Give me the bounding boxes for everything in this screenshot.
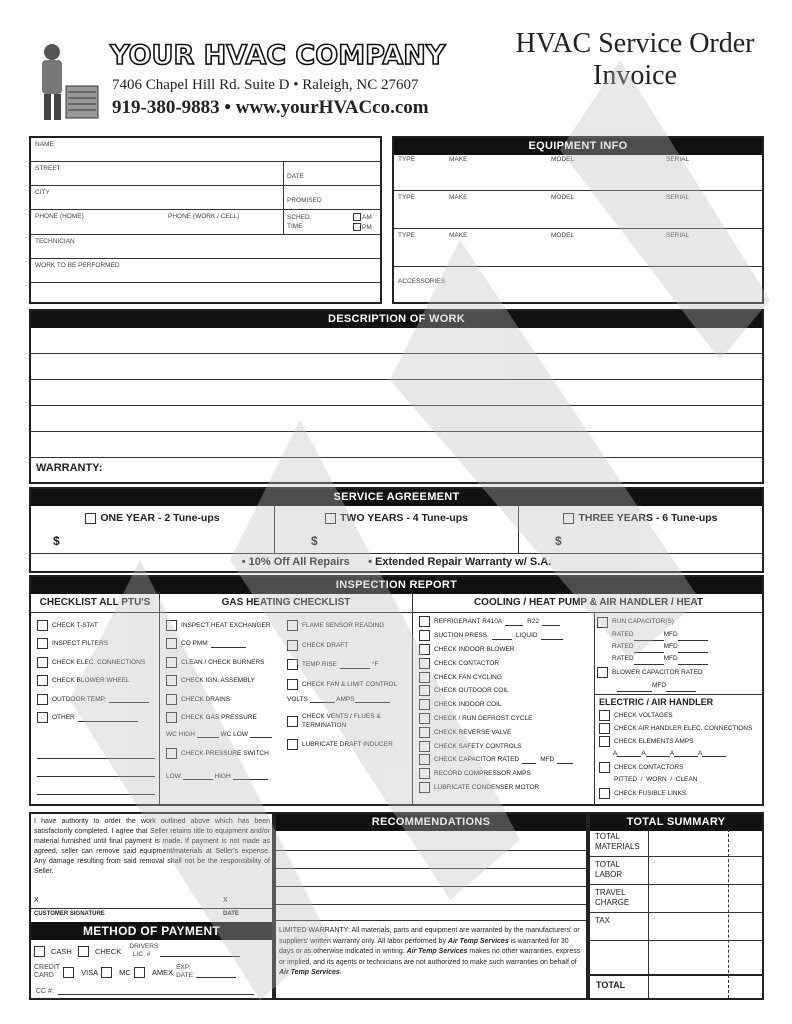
name-label: NAME — [35, 141, 54, 148]
model-label: MODEL — [551, 156, 575, 163]
checklist-item[interactable] — [419, 725, 593, 739]
sched-time-field — [287, 213, 312, 231]
cooling-title: COOLING / HEAT PUMP & AIR HANDLER / HEAT — [473, 597, 704, 608]
sched-label: SCHED. — [287, 214, 312, 221]
checklist-item[interactable] — [599, 735, 763, 748]
checkbox[interactable] — [419, 672, 430, 683]
cc-label: CC #: — [36, 988, 54, 995]
liquid-label: LIQUID — [515, 632, 538, 640]
authorization-box — [29, 812, 274, 1000]
total-row[interactable] — [590, 829, 762, 857]
city-label: CITY — [35, 189, 50, 196]
inspection-report-box — [29, 575, 764, 806]
company-ref: Air Temp Services — [279, 969, 340, 976]
accessories-label: ACCESSORIES — [398, 278, 445, 285]
drivers-license-field[interactable] — [160, 945, 240, 957]
item-label: TEMP RISE — [302, 661, 337, 669]
rated-label: RATED — [612, 655, 634, 662]
item-label: CHECK OUTDOOR COIL — [434, 687, 509, 695]
checklist-item[interactable] — [166, 709, 281, 728]
amps-label: AMPS — [336, 696, 355, 703]
item-label: CHECK ELEMENTS AMPS — [614, 738, 694, 745]
a-label: A — [613, 750, 618, 757]
item-label: CHECK PRESSURE SWITCH — [181, 749, 269, 757]
degree-label: °F — [371, 661, 379, 669]
r22-label: R22 — [527, 618, 540, 626]
checkbox[interactable] — [166, 712, 177, 723]
total-row-label: TOTAL LABOR — [595, 860, 623, 879]
electric-air-handler-title: ELECTRIC / AIR HANDLER — [599, 697, 714, 707]
checkbox[interactable] — [37, 638, 48, 649]
technician-label: TECHNICIAN — [35, 238, 75, 245]
high-label: HIGH — [214, 773, 231, 780]
item-label: CHECK INDOOR COIL — [434, 701, 502, 709]
cash-checkbox[interactable] — [34, 946, 45, 957]
item-label: CHECK REVERSE VALVE — [434, 728, 512, 736]
checkbox[interactable] — [287, 659, 298, 670]
checklist-item[interactable] — [419, 698, 593, 712]
warranty-text: is warranted for 30 days or as otherwise indicated in writing. — [279, 937, 569, 955]
item-label: CHECK BLOWER WHEEL — [52, 677, 130, 685]
description-box — [29, 309, 764, 484]
checklist-item[interactable] — [599, 709, 763, 722]
time-label: TIME — [287, 223, 303, 230]
checkbox[interactable] — [166, 620, 177, 631]
wc-high-label: WC HIGH — [166, 731, 195, 738]
rated-label: RATED — [612, 631, 634, 638]
warranty-label: WARRANTY: — [36, 462, 103, 474]
checkbox[interactable] — [419, 685, 430, 696]
price-symbol: $ — [311, 534, 318, 548]
date-x: X — [223, 897, 228, 904]
checklist-item[interactable] — [37, 616, 157, 635]
card-label: CARD — [34, 972, 54, 979]
promised-label: PROMISED — [287, 197, 322, 204]
mc-label: MC — [119, 967, 131, 977]
pm-checkbox[interactable] — [353, 223, 372, 233]
item-label: CHECK INDOOR BLOWER — [434, 645, 515, 653]
service-agreement-header: SERVICE AGREEMENT — [31, 489, 762, 506]
checklist-item[interactable] — [287, 616, 411, 636]
warranty-text: makes no other warranties, express or implied, and its agents or technicians are not authorized to make such warranties on behalf of — [279, 948, 581, 966]
checkbox[interactable] — [37, 657, 48, 668]
company-contact: 919-380-9883 • www.yourHVACco.com — [112, 97, 429, 118]
a-label: A — [669, 750, 675, 757]
make-label: MAKE — [449, 232, 468, 239]
signature-x: X — [34, 897, 39, 904]
mfd-label: MFD — [663, 643, 678, 650]
mfd-label: MFD — [663, 631, 678, 638]
blower-capacitor[interactable] — [597, 665, 763, 680]
item-label: CHECK CONTACTORS — [614, 763, 684, 771]
checkbox[interactable] — [599, 710, 610, 721]
gas-heating-title: GAS HEATING CHECKLIST — [221, 597, 351, 608]
pm-label: PM — [362, 224, 372, 231]
checkbox[interactable] — [287, 679, 298, 690]
serial-label: SERIAL — [666, 194, 690, 201]
description-header: DESCRIPTION OF WORK — [31, 311, 762, 328]
work-label: WORK TO BE PERFORMED — [35, 262, 120, 269]
exp-date-field[interactable] — [196, 966, 236, 978]
wc-readings[interactable] — [166, 730, 272, 738]
item-label: CHECK IGN. ASSEMBLY — [181, 677, 255, 685]
option-label: THREE YEARS - 6 Tune-ups — [578, 512, 718, 524]
checkbox[interactable] — [419, 741, 430, 752]
equipment-row[interactable] — [394, 153, 762, 191]
checklist-item[interactable] — [419, 767, 593, 781]
price-symbol: $ — [53, 534, 60, 548]
checklist-item[interactable] — [287, 636, 411, 656]
visa-checkbox[interactable] — [63, 967, 74, 978]
model-label: MODEL — [551, 232, 575, 239]
technician-field[interactable] — [31, 235, 380, 259]
type-label: TYPE — [398, 156, 415, 163]
checklist-item[interactable] — [419, 684, 593, 698]
item-label: CHECK ELEC. CONNECTIONS — [52, 658, 146, 666]
equipment-info-box — [392, 136, 764, 304]
checkbox[interactable] — [599, 736, 610, 747]
rated-label: RATED — [612, 643, 634, 650]
checklist-ptu-title: CHECKLIST ALL PTU'S — [39, 597, 151, 608]
total-label: TOTAL — [596, 980, 626, 990]
check-contactors[interactable] — [599, 760, 683, 774]
lubricate-draft-inducer[interactable] — [287, 735, 393, 754]
total-row-label: TAX — [595, 916, 610, 925]
total-row-label: TOTAL MATERIALS — [595, 832, 640, 851]
checkbox[interactable] — [419, 699, 430, 710]
check-vents-flues[interactable] — [287, 709, 381, 733]
make-label: MAKE — [449, 156, 468, 163]
check-fusible-links[interactable] — [599, 786, 686, 800]
item-label: CHECK FAN & LIMIT CONTROL — [302, 680, 398, 688]
payment-header: METHOD OF PAYMENT — [31, 922, 272, 940]
item-label: CHECK T-STAT — [52, 621, 98, 629]
company-ref: Air Temp Services — [447, 937, 509, 945]
checklist-item[interactable] — [287, 655, 411, 675]
inspection-header: INSPECTION REPORT — [31, 577, 762, 594]
contactor-condition: PITTED / WORN / CLEAN — [614, 776, 698, 783]
warranty-text: LIMITED WARRANTY: All materials, parts and equipment are warranted by the manufacturers' or suppliers' written warranty only. All labor performed by — [279, 927, 580, 945]
mfd-label: MFD — [540, 756, 555, 764]
promised-field[interactable] — [287, 189, 322, 207]
cc-number-field[interactable] — [58, 985, 254, 995]
checkbox[interactable] — [419, 658, 430, 669]
checklist-item[interactable] — [166, 672, 281, 691]
date-field[interactable] — [287, 165, 304, 183]
accessories-field[interactable] — [398, 270, 445, 288]
option-label: ONE YEAR - 2 Tune-ups — [100, 512, 220, 524]
agreement-option-2[interactable] — [275, 504, 519, 553]
limited-warranty-text — [279, 926, 583, 979]
lic-label: LIC. # — [133, 951, 151, 958]
total-summary-box — [588, 812, 764, 1000]
item-label: REFRIGERANT R410A — [434, 618, 503, 626]
item-label: FLAME SENSOR READING — [302, 622, 385, 630]
customer-info-box — [29, 136, 382, 304]
equipment-row[interactable] — [394, 229, 762, 267]
exp-date-label: DATE — [176, 972, 193, 979]
check-pressure-switch[interactable] — [166, 744, 269, 763]
checklist-item[interactable] — [419, 781, 593, 795]
serial-label: SERIAL — [666, 156, 690, 163]
checkbox[interactable] — [166, 657, 177, 668]
item-label: CLEAN / CHECK BURNERS — [181, 658, 265, 666]
type-label: TYPE — [398, 194, 415, 201]
item-label: INSPECT HEAT EXCHANGER — [181, 621, 271, 629]
checkbox[interactable] — [419, 713, 430, 724]
checklist-item[interactable] — [419, 656, 593, 670]
check-checkbox[interactable] — [78, 946, 89, 957]
checklist-item[interactable] — [166, 635, 281, 654]
mfd-label: MFD — [663, 655, 678, 662]
checklist-item[interactable] — [419, 753, 593, 767]
company-ref: Air Temp Services — [406, 948, 468, 955]
checklist-item[interactable] — [419, 739, 593, 753]
checklist-item[interactable] — [287, 675, 411, 695]
item-label: RUN CAPACITOR(S) — [612, 618, 674, 625]
checkbox[interactable] — [419, 727, 430, 738]
checkbox[interactable] — [419, 782, 430, 793]
item-label: LUBRICATE DRAFT INDUCER — [302, 740, 393, 748]
date-label: DATE — [287, 173, 304, 180]
item-label: INSPECT FILTERS — [52, 640, 109, 648]
amex-label: AMEX — [151, 967, 174, 977]
exp-label: EXP. — [176, 964, 191, 971]
item-label: CHECK SAFETY CONTROLS — [434, 742, 522, 750]
work-field[interactable] — [31, 259, 380, 283]
phone-row[interactable] — [31, 210, 380, 235]
recommendations-box — [274, 812, 588, 1000]
run-capacitor[interactable] — [597, 615, 763, 629]
wc-low-label: WC LOW — [220, 731, 248, 738]
checklist-item[interactable] — [419, 629, 593, 643]
company-address: 7406 Chapel Hill Rd. Suite D • Raleigh, NC 27607 — [112, 77, 419, 93]
checkbox[interactable] — [287, 640, 298, 651]
option-label: TWO YEARS - 4 Tune-ups — [340, 512, 468, 524]
item-label: CHECK VOLTAGES — [614, 712, 673, 719]
item-label: CHECK CONTACTOR — [434, 659, 500, 667]
item-label: LUBRICATE CONDENSER MOTOR — [434, 783, 540, 791]
mfd-label: MFD — [652, 682, 667, 689]
checklist-item[interactable] — [37, 635, 157, 654]
item-label: RECORD COMPRESSOR AMPS — [434, 770, 531, 778]
rated-row[interactable] — [597, 653, 763, 665]
check-label: CHECK — [94, 946, 122, 956]
elements-amps-readings[interactable] — [613, 749, 726, 757]
phone-home-label: PHONE (HOME) — [35, 213, 84, 220]
make-label: MAKE — [449, 194, 468, 201]
item-label: CHECK VENTS / FLUES & — [302, 713, 381, 720]
customer-signature-label[interactable]: CUSTOMER SIGNATURE — [34, 911, 105, 917]
checkbox[interactable] — [166, 694, 177, 705]
amex-checkbox[interactable] — [134, 967, 145, 978]
item-label: CHECK / RUN DEFROST CYCLE — [434, 714, 533, 722]
item-label: TERMINATION — [302, 722, 347, 729]
agreement-note-warranty: • Extended Repair Warranty w/ S.A. — [368, 556, 552, 568]
am-label: AM — [362, 214, 372, 221]
checklist-item[interactable] — [599, 722, 763, 735]
a-label: A — [698, 750, 703, 757]
item-label: SUCTION PRESS. — [434, 632, 489, 640]
type-label: TYPE — [398, 232, 415, 239]
checkbox[interactable] — [37, 712, 48, 723]
total-row[interactable] — [590, 885, 762, 913]
checklist-item[interactable] — [37, 653, 157, 672]
checklist-item[interactable] — [37, 690, 157, 709]
mc-checkbox[interactable] — [101, 967, 112, 978]
agreement-note-repairs: • 10% Off All Repairs — [241, 556, 350, 568]
checklist-item[interactable] — [419, 643, 593, 657]
model-label: MODEL — [551, 194, 575, 201]
equipment-header: EQUIPMENT INFO — [394, 138, 762, 155]
checkbox[interactable] — [419, 644, 430, 655]
item-label: CHECK AIR HANDLER ELEC. CONNECTIONS — [614, 725, 753, 732]
form-subtitle: Invoice — [593, 60, 677, 91]
checklist-item[interactable] — [166, 690, 281, 709]
cash-label: CASH — [51, 946, 72, 956]
item-label: BLOWER CAPACITOR RATED — [612, 668, 703, 676]
checkbox[interactable] — [419, 754, 430, 765]
volts-label: VOLTS — [287, 696, 308, 703]
service-agreement-box — [29, 487, 764, 573]
signature-date-label[interactable]: DATE — [223, 911, 239, 917]
checkbox[interactable] — [419, 768, 430, 779]
checklist-item[interactable] — [419, 712, 593, 726]
drivers-label: DRIVERS — [129, 943, 159, 950]
city-field[interactable] — [31, 186, 380, 210]
phone-work-label: PHONE (WORK / CELL) — [168, 213, 240, 220]
item-label: CO PMM — [181, 640, 208, 648]
technician-logo — [30, 40, 100, 122]
item-label: CHECK FUSIBLE LINKS — [614, 789, 687, 797]
checkbox[interactable] — [166, 638, 177, 649]
checklist-item[interactable] — [419, 670, 593, 684]
checklist-item[interactable] — [166, 616, 281, 635]
recommendations-header: RECOMMENDATIONS — [276, 814, 586, 831]
checkbox[interactable] — [419, 630, 430, 641]
checkbox[interactable] — [37, 694, 48, 705]
total-row-label: TRAVEL CHARGE — [595, 888, 630, 907]
item-label: CHECK CAPACITOR RATED — [434, 756, 520, 764]
item-label: OUTDOOR TEMP. — [52, 695, 106, 703]
item-label: CHECK FAN CYCLING — [434, 673, 502, 681]
street-field[interactable] — [31, 162, 380, 186]
item-label: OTHER — [52, 714, 75, 722]
a-label: A — [641, 750, 646, 757]
street-label: STREET — [35, 165, 61, 172]
checklist-item[interactable] — [37, 672, 157, 691]
visa-label: VISA — [81, 967, 99, 977]
credit-label: CREDIT — [34, 964, 61, 971]
checkbox[interactable] — [37, 675, 48, 686]
checklist-item[interactable] — [419, 615, 593, 629]
item-label: CHECK DRAFT — [302, 641, 349, 649]
total-summary-header: TOTAL SUMMARY — [590, 814, 762, 831]
authorization-text: I have authority to order the work outlined above which has been satisfactorily completed. I agree that Seller retains title to equipment and/or material furnished until final payment is made. If payment is not made as agreed, seller can remove said equipment/materials at Seller's expense. Any damage resulting from said removal shall not be the responsibility of Seller. — [34, 818, 270, 875]
form-title: HVAC Service Order — [515, 28, 755, 59]
rated-row[interactable] — [597, 641, 763, 653]
checkbox[interactable] — [166, 675, 177, 686]
equipment-row[interactable] — [394, 191, 762, 229]
warranty-text: . — [339, 969, 342, 976]
item-label: CHECK DRAINS — [181, 695, 231, 703]
checkbox[interactable] — [419, 616, 430, 627]
low-high-readings[interactable] — [166, 772, 268, 780]
volts-amps[interactable] — [287, 695, 390, 703]
checkbox[interactable] — [37, 620, 48, 631]
checklist-item[interactable] — [37, 709, 157, 728]
agreement-option-3[interactable] — [519, 504, 762, 553]
serial-label: SERIAL — [666, 232, 690, 239]
item-label: CHECK GAS PRESSURE — [181, 714, 257, 722]
checkbox[interactable] — [599, 723, 610, 734]
am-checkbox[interactable] — [353, 213, 372, 223]
total-row[interactable] — [590, 857, 762, 885]
total-row[interactable] — [590, 913, 762, 941]
agreement-option-1[interactable] — [31, 504, 275, 553]
price-symbol: $ — [555, 534, 562, 548]
checkbox[interactable] — [287, 620, 298, 631]
low-label: LOW — [166, 773, 181, 780]
rated-row[interactable] — [597, 629, 763, 641]
checklist-item[interactable] — [166, 653, 281, 672]
name-field[interactable] — [31, 138, 380, 162]
company-name: YOUR HVAC COMPANY — [110, 40, 446, 71]
